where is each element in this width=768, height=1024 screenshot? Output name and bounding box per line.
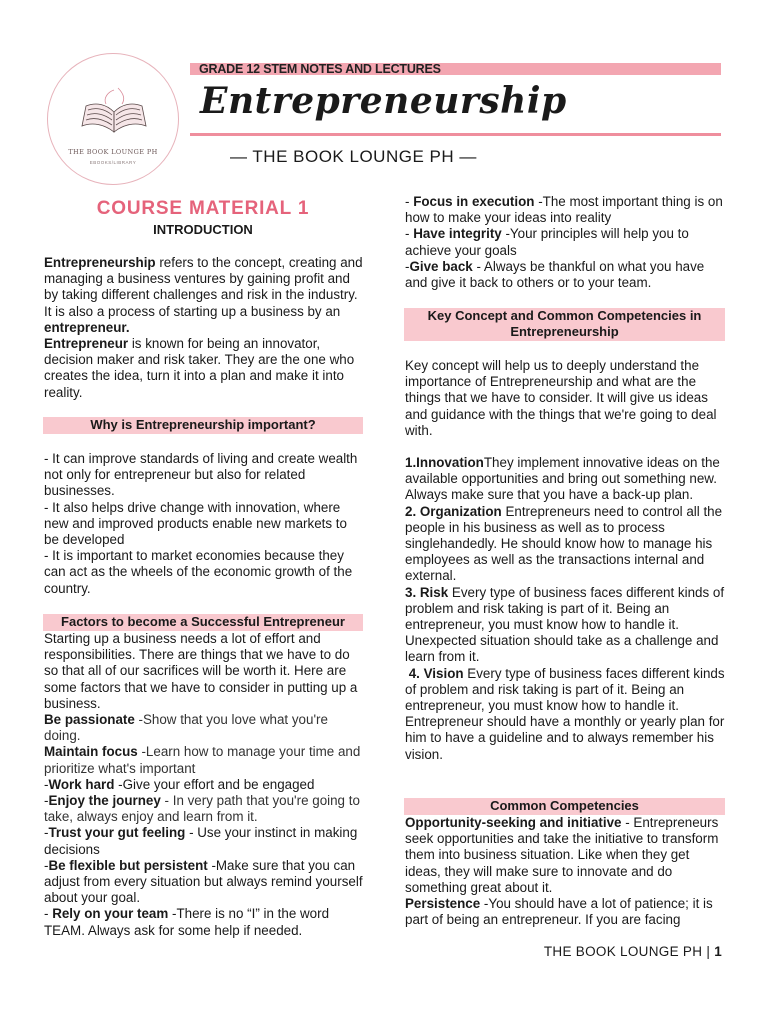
page-number: 1 [714,944,722,959]
page-footer [544,944,722,960]
factor-text: -There is no “I” in the word TEAM. Always ask for some help if needed. [44,906,330,938]
key-heading-line: Key Concept and Common Competencies in [427,308,702,323]
key-concept-heading [404,308,725,341]
term-entrepreneurship: Entrepreneurship [44,255,156,270]
factor-term: Enjoy the journey [48,793,161,809]
factor-term: Trust your gut feeling [48,825,186,841]
factor-term: Be passionate [44,712,135,728]
factor-text: -Make sure that you can adjust from every situation but always remind yourself about your goal. [44,857,363,906]
competency-item [405,815,725,896]
key-text: Every type of business faces different kinds of problem and risk taking is part of it. Being an entrepreneur, you must know how to handle it. Entrepreneur should have a monthly or yearly plan for him to have a guideline and to always remember his vision. [405,665,725,762]
logo-name: THE BOOK LOUNGE PH [68,148,158,156]
competencies-body [405,815,725,928]
factor-item: -Enjoy the journey - In very path that you're going to take, always enjoy and learn from it. [44,793,360,825]
factor-term: Maintain focus [44,744,138,760]
factor-item: -Work hard -Give your effort and be engaged [44,776,315,792]
footer-text: THE BOOK LOUNGE PH | [543,944,715,959]
common-competencies-heading: Common Competencies [404,798,725,815]
key-intro: Key concept will help us to deeply understand the importance of Entrepreneurship and what are the things that we have to consider. It will give us ideas and guidance with the things that we're going to deal with. [405,358,717,438]
factor-text: - In very path that you're going to take, always enjoy and learn from it. [44,793,360,825]
factors-list [44,631,364,939]
factor-text: - Always be thankful on what you have and give it back to others or to your team. [405,258,705,291]
key-concept-body [405,358,725,763]
book-lounge-logo [47,53,179,185]
competency-term: Persistence [405,896,481,912]
factor-item: -Trust your gut feeling - Use your instinct in making decisions [44,825,358,857]
header-rule [190,133,721,136]
factor-item: - Focus in execution -The most important thing is on how to make your ideas into reality [405,194,723,226]
factor-item: -Give back - Always be thankful on what you have and give it back to others or to your team. [405,258,705,291]
factor-text: -Your principles will help you to achieve your goals [405,226,689,258]
factor-item: - Have integrity -Your principles will help you to achieve your goals [405,226,689,258]
why-heading: Why is Entrepreneurship important? [43,417,363,434]
key-text: Entrepreneurs need to control all the people in his business as well as to process singlehandedly. He should know how to manage his employees as well as the transactions internal and external. [405,503,723,584]
key-text: They implement innovative ideas on the available opportunities and bring out something new. Always make sure that you have a back-up plan. [405,455,720,503]
factors-heading: Factors to become a Successful Entrepreneur [43,614,363,631]
key-heading-line: Entrepreneurship [510,324,619,339]
key-term: 1.Innovation [405,455,484,471]
entrepreneur-definition: is known for being an innovator, decision maker and risk taker. They are the one who creates the idea, turn it into a plan and make it into reality. [44,336,355,400]
definition-text: refers to the concept, creating and managing a business ventures by gaining profit and by taking different challenges and risk in the industry. It is also a process of starting up a business by an [44,255,363,319]
key-term: 4. Vision [408,665,464,681]
key-item [405,585,725,666]
competency-item [405,896,725,928]
document-title: Entrepreneurship [200,80,567,122]
factor-text: -Give your effort and be engaged [114,776,315,792]
factor-term: Rely on your team [52,906,169,922]
factor-term: Be flexible but persistent [48,857,208,873]
factor-item: -Be flexible but persistent -Make sure that you can adjust from every situation but always remind yourself about your goal. [44,857,363,906]
why-item: - It is important to market economies because they can act as the wheels of the economic growth of the country. [44,548,353,596]
logo-tagline: EBOOKS/LIBRARY [89,160,137,165]
course-title: COURSE MATERIAL 1 [96,198,310,219]
intro-title: INTRODUCTION [153,222,253,237]
why-item: - It can improve standards of living and create wealth not only for entrepreneur but also for related businesses. [44,451,358,499]
factor-term: Give back [409,258,473,274]
band-label: GRADE 12 STEM NOTES AND LECTURES [199,62,441,76]
competency-term: Opportunity-seeking and initiative [405,815,622,830]
key-text: Every type of business faces different kinds of problem and risk taking is part of it. Being an entrepreneur, you must know how to handle it. Unexpected situation should take as a challenge and learn from it. [405,584,725,665]
factor-term: Have integrity [413,226,502,242]
why-item: - It also helps drive change with innovation, where new and improved products enable new markets to be developed [44,499,347,548]
key-item [405,455,725,504]
brand-line: — THE BOOK LOUNGE PH — [230,147,477,166]
why-list [44,451,364,597]
factor-text: -Show that you love what you're doing. [44,712,328,744]
intro-paragraph [44,255,364,401]
factor-text: -The most important thing is on how to make your ideas into reality [405,194,723,226]
factor-term: Focus in execution [413,194,535,209]
competency-text: -You should have a lot of patience; it is part of being an entrepreneur. If you are facing [405,896,713,928]
factors-continued [405,194,725,291]
term-entrepreneur-inline: entrepreneur. [44,319,130,335]
competency-text: - Entrepreneurs seek opportunities and take the initiative to transform them into business situation. Like when they get ideas, they will make sure to innovate and do something great about it. [405,815,719,895]
factor-item: - Rely on your team -There is no “I” in the word TEAM. Always ask for some help if needed. [44,906,330,938]
term-entrepreneur: Entrepreneur [44,336,129,352]
key-item [405,666,725,763]
key-term: 3. Risk [405,584,449,600]
factor-item [44,744,364,776]
key-term: 2. Organization [405,503,502,519]
factor-item [44,712,364,744]
factors-intro: Starting up a business needs a lot of effort and responsibilities. There are things that we have to do so that all of our sacrifices will be worth it. Here are some factors that we have to consider in putting up a business. [44,631,358,711]
factor-text: - Use your instinct in making decisions [44,825,358,857]
key-item [405,504,725,585]
factor-text: -Learn how to manage your time and prioritize what's important [44,744,361,776]
factor-term: Work hard [48,776,115,792]
